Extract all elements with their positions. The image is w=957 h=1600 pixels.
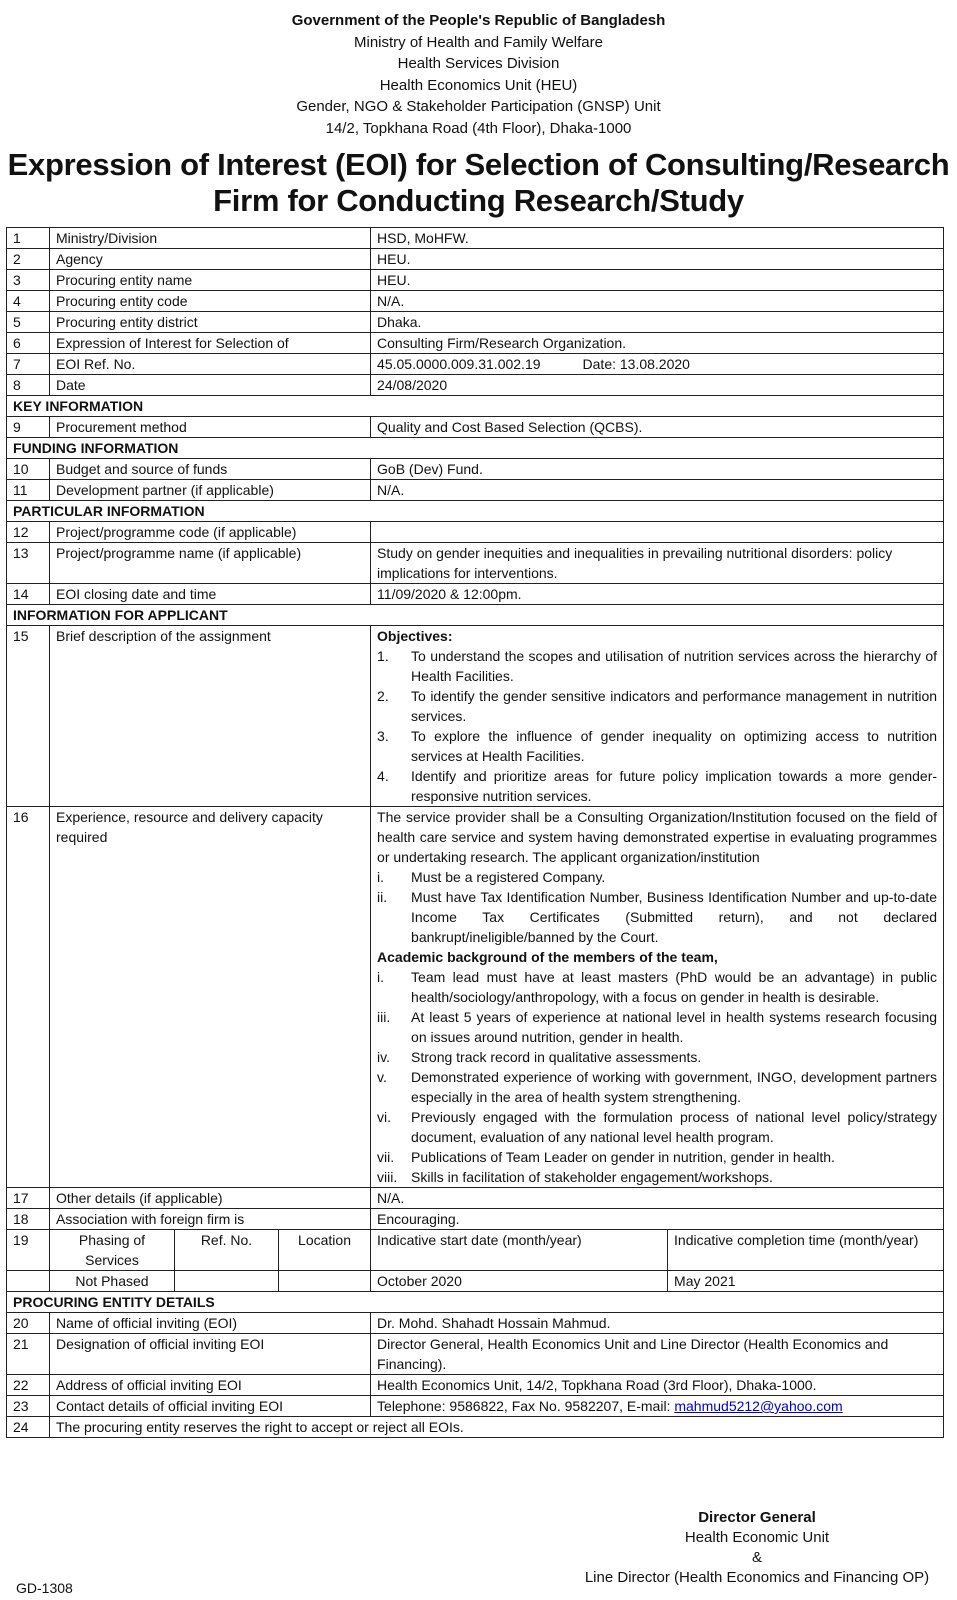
list-text: Demonstrated experience of working with government, INGO, development partners especially in the area of health system strengthening. xyxy=(411,1069,938,1105)
phasing-header: Phasing of Services xyxy=(50,1230,175,1271)
section-funding-information: FUNDING INFORMATION xyxy=(7,438,944,459)
header-line-government: Government of the People's Republic of Bangladesh xyxy=(291,12,666,29)
list-marker: 3. xyxy=(377,728,389,744)
list-text: To identify the gender sensitive indicators and performance management in nutrition services. xyxy=(411,688,938,724)
header-line-gnsp: Gender, NGO & Stakeholder Participation (GNSP) Unit xyxy=(296,98,661,115)
row-number: 1 xyxy=(7,228,50,249)
row-label: Association with foreign firm is xyxy=(50,1209,371,1230)
row-label: Development partner (if applicable) xyxy=(50,480,371,501)
table-row xyxy=(7,1375,944,1396)
row-number: 6 xyxy=(7,333,50,354)
row-value: Dr. Mohd. Shahadt Hossain Mahmud. xyxy=(371,1313,944,1334)
list-item xyxy=(377,766,937,806)
signature-title: Director General xyxy=(698,1509,816,1526)
table-row xyxy=(7,1396,944,1417)
row-label: EOI closing date and time xyxy=(50,584,371,605)
section-key-information: KEY INFORMATION xyxy=(7,396,944,417)
list-marker: 1. xyxy=(377,648,389,664)
row-value: N/A. xyxy=(371,1188,944,1209)
table-row xyxy=(7,417,944,438)
table-row xyxy=(7,1313,944,1334)
row-value: Director General, Health Economics Unit and Line Director (Health Economics and Financing). xyxy=(371,1334,944,1375)
header-line-division: Health Services Division xyxy=(397,55,560,72)
row-label: EOI Ref. No. xyxy=(50,354,371,375)
row-value xyxy=(371,1396,944,1417)
row-label: Address of official inviting EOI xyxy=(50,1375,371,1396)
row-number: 8 xyxy=(7,375,50,396)
signature-unit: Health Economic Unit xyxy=(684,1529,830,1546)
section-information-for-applicant: INFORMATION FOR APPLICANT xyxy=(7,605,944,626)
contact-text: Telephone: 9586822, Fax No. 9582207, E-mail: xyxy=(377,1398,675,1414)
list-item xyxy=(377,726,937,766)
row-number: 18 xyxy=(7,1209,50,1230)
row-value: HSD, MoHFW. xyxy=(371,228,944,249)
section-particular-information: PARTICULAR INFORMATION xyxy=(7,501,944,522)
objectives-list xyxy=(377,646,937,806)
row-number: 23 xyxy=(7,1396,50,1417)
location-value xyxy=(279,1271,371,1292)
table-row xyxy=(7,354,944,375)
row-value: GoB (Dev) Fund. xyxy=(371,459,944,480)
row-label: Contact details of official inviting EOI xyxy=(50,1396,371,1417)
row-label: Ministry/Division xyxy=(50,228,371,249)
section-header xyxy=(7,438,944,459)
table-row xyxy=(7,543,944,584)
table-row xyxy=(7,807,944,1188)
list-marker: 2. xyxy=(377,688,389,704)
list-text: Must be a registered Company. xyxy=(411,869,606,885)
list-item xyxy=(377,1007,937,1047)
header-line-ministry: Ministry of Health and Family Welfare xyxy=(354,33,603,51)
phasing-row xyxy=(7,1271,944,1292)
row-number: 17 xyxy=(7,1188,50,1209)
list-text: At least 5 years of experience at national level in health systems research focusing on issues around nutrition, gender in health. xyxy=(411,1009,938,1045)
list-item xyxy=(377,967,937,1007)
table-row xyxy=(7,480,944,501)
ref-no-header: Ref. No. xyxy=(175,1230,279,1271)
row-label: Designation of official inviting EOI xyxy=(50,1334,371,1375)
list-text: Strong track record in qualitative assessments. xyxy=(411,1049,702,1065)
row-label: Experience, resource and delivery capacity required xyxy=(50,807,371,1188)
table-row xyxy=(7,291,944,312)
row-label: Date xyxy=(50,375,371,396)
row-value xyxy=(371,354,944,375)
phasing-header-row xyxy=(7,1230,944,1271)
header-line-address: 14/2, Topkhana Road (4th Floor), Dhaka-1000 xyxy=(325,119,632,137)
row-value: N/A. xyxy=(371,291,944,312)
title-line-2: Firm for Conducting Research/Study xyxy=(213,183,744,218)
list-marker: iv. xyxy=(377,1049,390,1065)
signature-ampersand: & xyxy=(751,1549,762,1566)
section-header xyxy=(7,1292,944,1313)
row-number: 13 xyxy=(7,543,50,584)
row-label: Procuring entity code xyxy=(50,291,371,312)
list-marker: ii. xyxy=(377,889,388,905)
list-text: Must have Tax Identification Number, Business Identification Number and up-to-date Income Tax Certificates (Submitted return), and not declared bankrupt/ineligible/banned by the Court. xyxy=(411,889,938,945)
signature-block xyxy=(557,1508,957,1588)
list-text: To understand the scopes and utilisation of nutrition services across the hierarchy of Health Facilities. xyxy=(411,648,938,684)
eoi-ref-date: Date: 13.08.2020 xyxy=(582,356,690,372)
academic-list xyxy=(377,967,937,1187)
row-label: Name of official inviting (EOI) xyxy=(50,1313,371,1334)
list-marker: i. xyxy=(377,969,385,985)
page-title xyxy=(0,147,957,219)
row-value xyxy=(371,522,944,543)
list-text: Identify and prioritize areas for future policy implication towards a more gender-responsive nutrition services. xyxy=(411,768,938,804)
table-row xyxy=(7,459,944,480)
table-row xyxy=(7,375,944,396)
section-procuring-entity-details: PROCURING ENTITY DETAILS xyxy=(7,1292,944,1313)
row-number: 16 xyxy=(7,807,50,1188)
row-number: 12 xyxy=(7,522,50,543)
start-date-value: October 2020 xyxy=(371,1271,668,1292)
row-label: The procuring entity reserves the right to accept or reject all EOIs. xyxy=(50,1417,944,1438)
table-row xyxy=(7,1188,944,1209)
list-text: To explore the influence of gender inequality on optimizing access to nutrition services at Health Facilities. xyxy=(411,728,938,764)
row-number: 5 xyxy=(7,312,50,333)
signature-line-director: Line Director (Health Economics and Financing OP) xyxy=(584,1569,930,1586)
table-row xyxy=(7,1417,944,1438)
section-header xyxy=(7,605,944,626)
phasing-value: Not Phased xyxy=(50,1271,175,1292)
table-row xyxy=(7,1209,944,1230)
row-number: 10 xyxy=(7,459,50,480)
table-row xyxy=(7,249,944,270)
list-marker: vi. xyxy=(377,1109,392,1125)
experience-intro: The service provider shall be a Consulting Organization/Institution focused on the field of health care service and system having demonstrated expertise in evaluating programmes or undertaking research. The applicant organization/institution xyxy=(377,809,938,865)
requirements-list xyxy=(377,867,937,947)
row-value: Consulting Firm/Research Organization. xyxy=(371,333,944,354)
table-row xyxy=(7,270,944,291)
list-marker: iii. xyxy=(377,1009,391,1025)
table-row xyxy=(7,228,944,249)
row-label: Budget and source of funds xyxy=(50,459,371,480)
list-item xyxy=(377,1047,937,1067)
row-label: Project/programme name (if applicable) xyxy=(50,543,371,584)
header-line-unit: Health Economics Unit (HEU) xyxy=(379,76,578,94)
row-value: 11/09/2020 & 12:00pm. xyxy=(371,584,944,605)
row-number: 20 xyxy=(7,1313,50,1334)
row-value: Quality and Cost Based Selection (QCBS). xyxy=(371,417,944,438)
list-item xyxy=(377,1167,937,1187)
row-label: Agency xyxy=(50,249,371,270)
row-number: 21 xyxy=(7,1334,50,1375)
list-text: Skills in facilitation of stakeholder engagement/workshops. xyxy=(411,1169,773,1185)
row-label: Expression of Interest for Selection of xyxy=(50,333,371,354)
row-number: 14 xyxy=(7,584,50,605)
table-row xyxy=(7,312,944,333)
eoi-table xyxy=(6,227,944,1438)
list-item xyxy=(377,1107,937,1147)
row-number: 2 xyxy=(7,249,50,270)
row-number: 11 xyxy=(7,480,50,501)
location-header: Location xyxy=(279,1230,371,1271)
list-item xyxy=(377,867,937,887)
academic-heading: Academic background of the members of the team, xyxy=(377,949,718,965)
table-row xyxy=(7,522,944,543)
table-row xyxy=(7,1334,944,1375)
section-header xyxy=(7,396,944,417)
row-number: 4 xyxy=(7,291,50,312)
list-item xyxy=(377,1147,937,1167)
row-value: Health Economics Unit, 14/2, Topkhana Road (3rd Floor), Dhaka-1000. xyxy=(371,1375,944,1396)
section-header xyxy=(7,501,944,522)
row-label: Other details (if applicable) xyxy=(50,1188,371,1209)
email-link[interactable]: mahmud5212@yahoo.com xyxy=(674,1398,843,1414)
row-number: 9 xyxy=(7,417,50,438)
list-item xyxy=(377,646,937,686)
list-marker: vii. xyxy=(377,1149,395,1165)
row-value: HEU. xyxy=(371,249,944,270)
row-value: Dhaka. xyxy=(371,312,944,333)
row-value: 24/08/2020 xyxy=(371,375,944,396)
list-marker: viii. xyxy=(377,1169,398,1185)
row-value: N/A. xyxy=(371,480,944,501)
issuer-header xyxy=(0,10,957,139)
objectives-heading: Objectives: xyxy=(377,628,453,644)
list-text: Publications of Team Leader on gender in nutrition, gender in health. xyxy=(411,1149,835,1165)
row-number: 15 xyxy=(7,626,50,807)
list-text: Previously engaged with the formulation process of national level policy/strategy document, evaluation of any national level health program. xyxy=(411,1109,938,1145)
row-number: 24 xyxy=(7,1417,50,1438)
list-marker: 4. xyxy=(377,768,389,784)
list-item xyxy=(377,887,937,947)
list-marker: v. xyxy=(377,1069,387,1085)
row-label: Project/programme code (if applicable) xyxy=(50,522,371,543)
list-item xyxy=(377,1067,937,1107)
list-marker: i. xyxy=(377,869,385,885)
list-item xyxy=(377,686,937,726)
row-label: Brief description of the assignment xyxy=(50,626,371,807)
row-number-empty xyxy=(7,1271,50,1292)
completion-time-value: May 2021 xyxy=(668,1271,944,1292)
table-row xyxy=(7,584,944,605)
experience-cell xyxy=(371,807,944,1188)
row-number: 22 xyxy=(7,1375,50,1396)
eoi-ref-number: 45.05.0000.009.31.002.19 xyxy=(377,356,541,372)
row-number: 19 xyxy=(7,1230,50,1271)
table-row xyxy=(7,333,944,354)
row-label: Procuring entity name xyxy=(50,270,371,291)
start-date-header: Indicative start date (month/year) xyxy=(371,1230,668,1271)
completion-time-header: Indicative completion time (month/year) xyxy=(668,1230,944,1271)
row-label: Procurement method xyxy=(50,417,371,438)
list-text: Team lead must have at least masters (PhD would be an advantage) in public health/sociology/anthropology, with a focus on gender in health is desirable. xyxy=(411,969,938,1005)
row-label: Procuring entity district xyxy=(50,312,371,333)
row-number: 3 xyxy=(7,270,50,291)
title-line-1: Expression of Interest (EOI) for Selection of Consulting/Research xyxy=(7,147,950,182)
row-value: HEU. xyxy=(371,270,944,291)
row-number: 7 xyxy=(7,354,50,375)
table-row xyxy=(7,626,944,807)
row-value: Study on gender inequities and inequalities in prevailing nutritional disorders: policy implications for interventions. xyxy=(371,543,944,584)
objectives-cell xyxy=(371,626,944,807)
ref-no-value xyxy=(175,1271,279,1292)
row-value: Encouraging. xyxy=(371,1209,944,1230)
ad-code: GD-1308 xyxy=(16,1580,73,1596)
